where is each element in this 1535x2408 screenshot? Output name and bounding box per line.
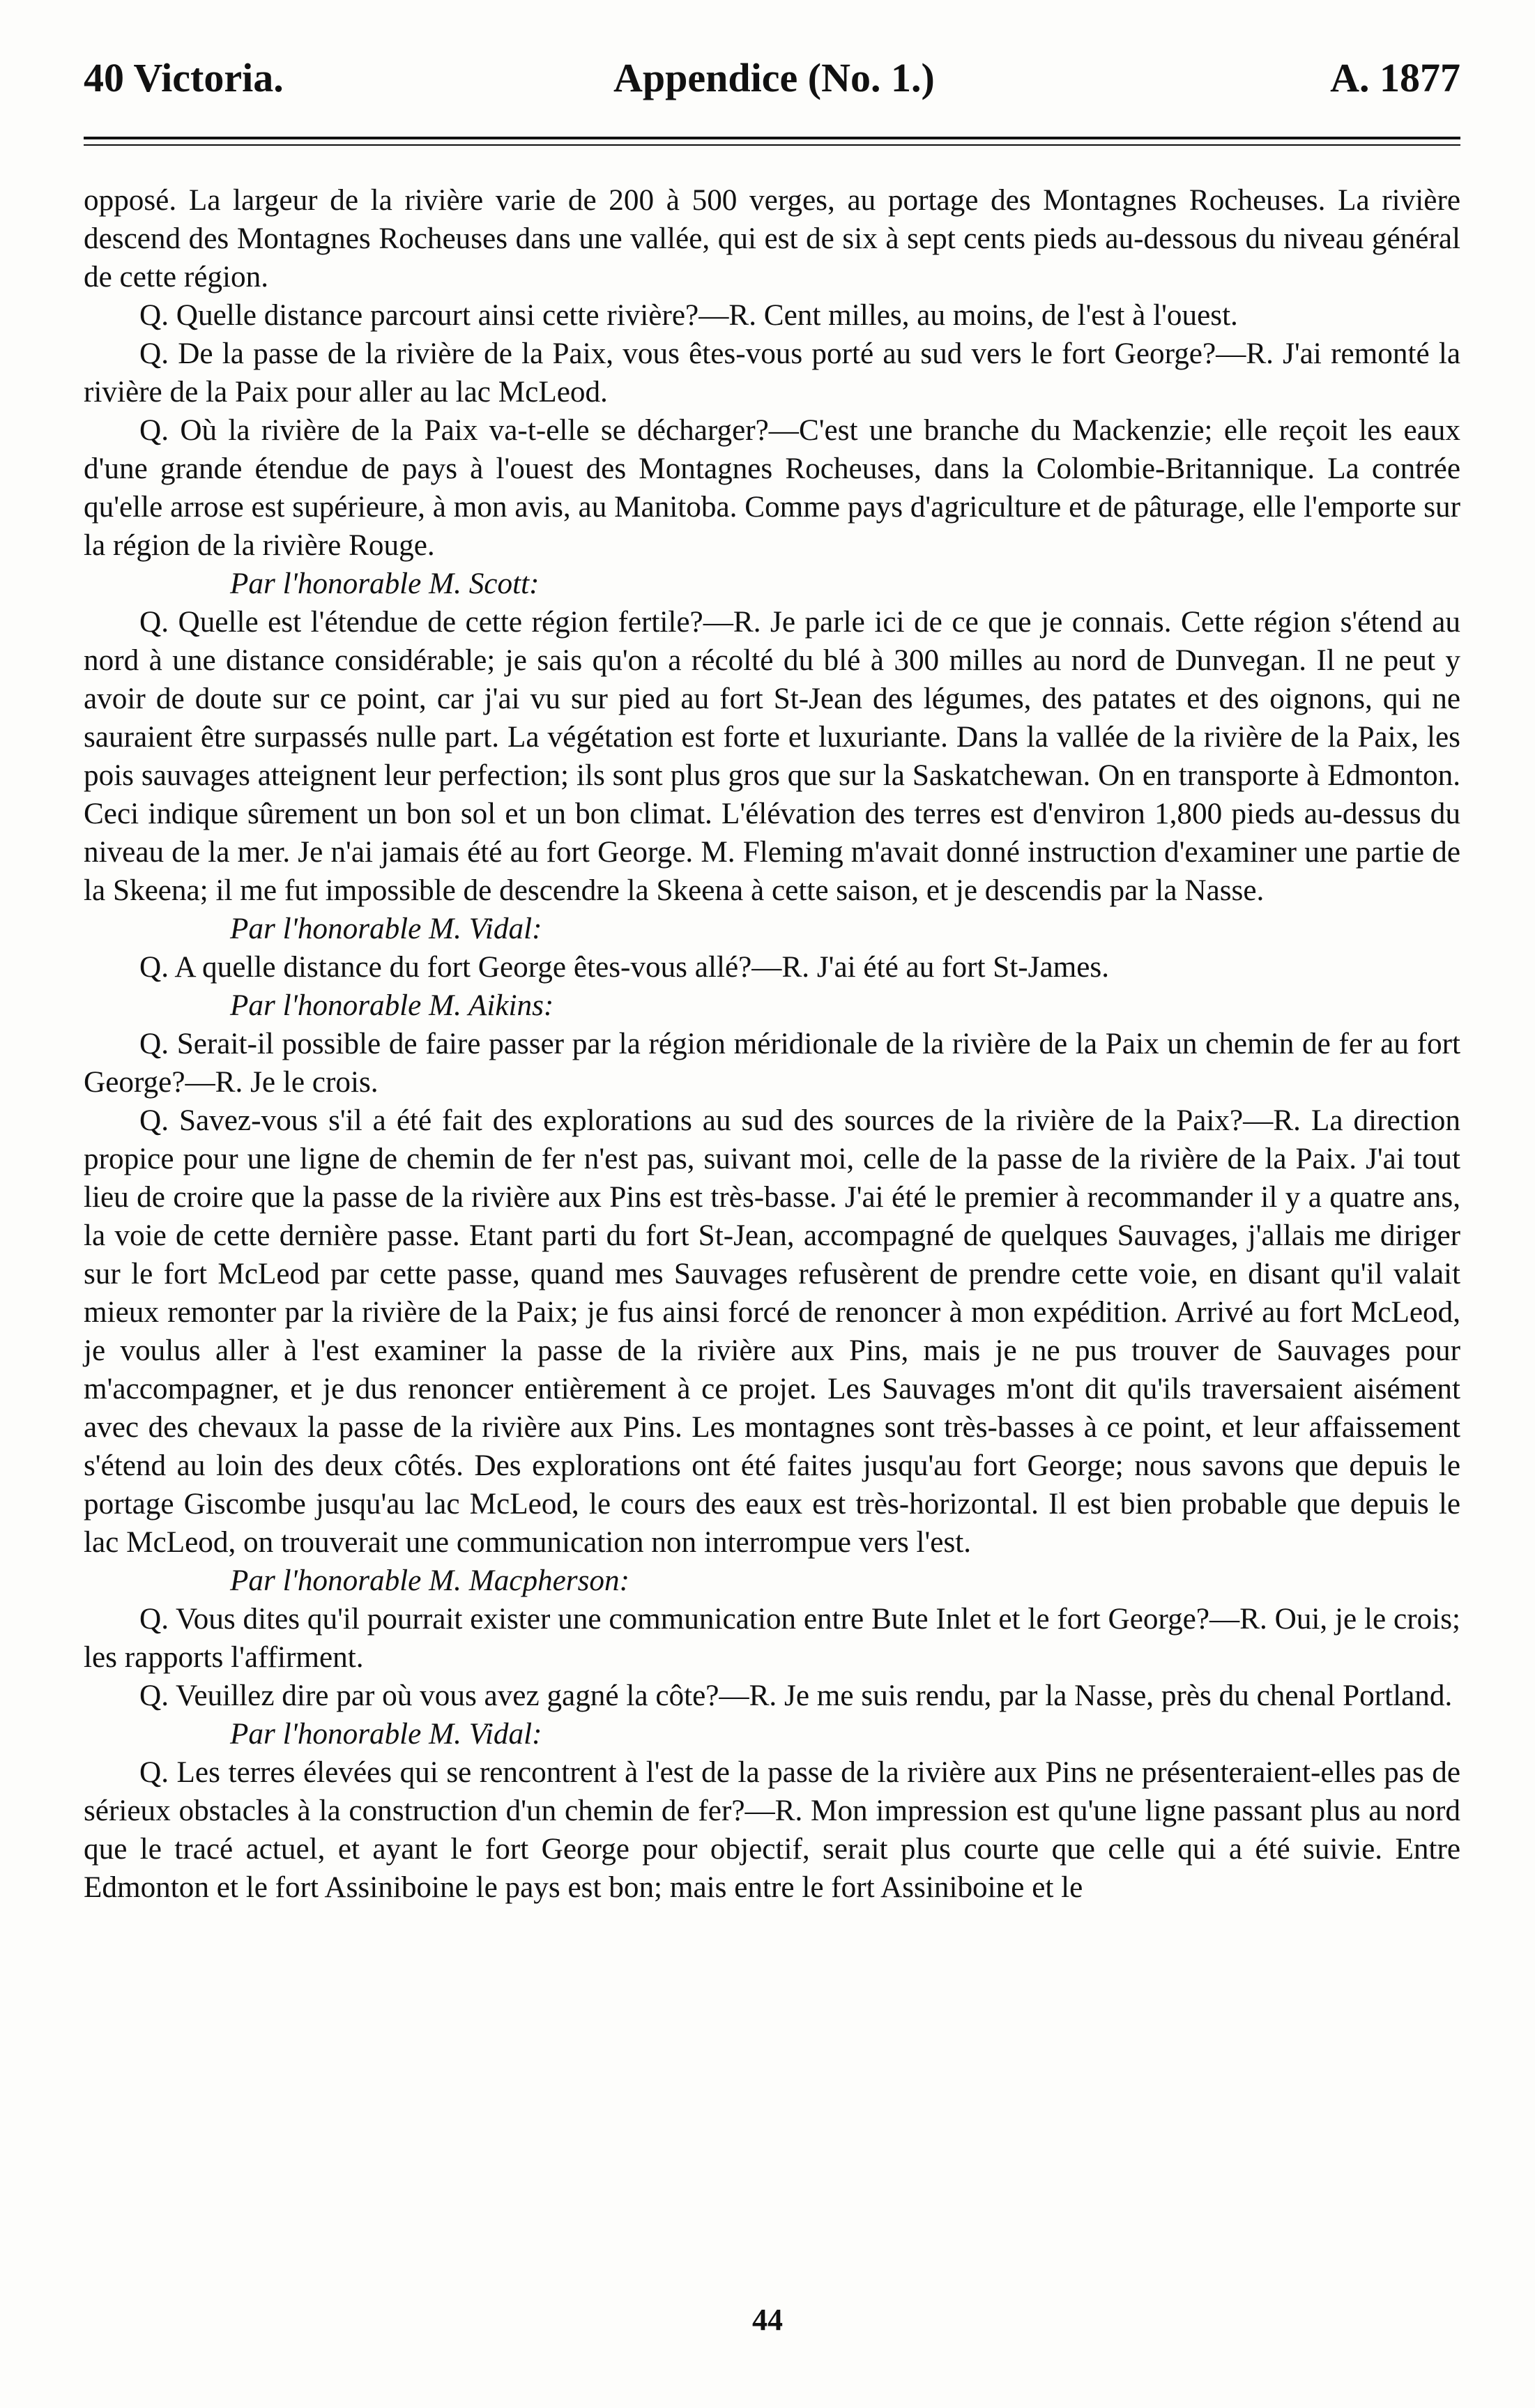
page-header: [84, 54, 1460, 110]
speaker-heading: Par l'honorable M. Aikins:: [230, 989, 554, 1022]
speaker-heading: Par l'honorable M. Scott:: [230, 567, 540, 600]
body-text: [84, 181, 1460, 1907]
body-paragraph: Q. Quelle est l'étendue de cette région fertile?—R. Je parle ici de ce que je connais. Cette région s'étend au nord à une distance considérable; je sais qu'on a récolté du blé à 300 milles au nord de Dunvegan. Il ne peut y avoir de doute sur ce point, car j'ai vu sur pied au fort St-Jean des légumes, des patates et des oignons, qui ne sauraient être surpassés nulle part. La végétation est forte et luxuriante. Dans la vallée de la rivière de la Paix, les pois sauvages atteignent leur perfection; ils sont plus gros que sur la Saskatchewan. On en transporte à Edmonton. Ceci indique sûrement un bon sol et un bon climat. L'élévation des terres est d'environ 1,800 pieds au-dessus du niveau de la mer. Je n'ai jamais été au fort George. M. Fleming m'avait donné instruction d'examiner une partie de la Skeena; il me fut impossible de descendre la Skeena à cette saison, et je descendis par la Nasse.: [84, 606, 1460, 907]
speaker-heading: Par l'honorable M. Macpherson:: [230, 1564, 629, 1597]
body-paragraph: Q. Serait-il possible de faire passer par la région méridionale de la rivière de la Paix un chemin de fer au fort George?—R. Je le crois.: [84, 1028, 1460, 1099]
body-paragraph: Q. A quelle distance du fort George êtes-vous allé?—R. J'ai été au fort St-James.: [139, 951, 1110, 984]
header-volume: 40 Victoria.: [84, 55, 284, 100]
header-rule-thin: [84, 144, 1460, 146]
body-paragraph: Q. Veuillez dire par où vous avez gagné la côte?—R. Je me suis rendu, par la Nasse, près du chenal Portland.: [139, 1679, 1453, 1712]
body-paragraph: opposé. La largeur de la rivière varie de 200 à 500 verges, au portage des Montagnes Rocheuses. La rivière descend des Montagnes Rocheuses dans une vallée, qui est de six à sept cents pieds au-dessous du niveau général de cette région.: [84, 184, 1460, 294]
header-rule-thick: [84, 137, 1460, 139]
page-number: 44: [752, 2303, 783, 2337]
body-paragraph: Q. Les terres élevées qui se rencontrent à l'est de la passe de la rivière aux Pins ne présenteraient-elles pas de sérieux obstacles à la construction d'un chemin de fer?—R. Mon impression est qu'une ligne passant plus au nord que le tracé actuel, et ayant le fort George pour objectif, serait plus courte que celle qui a été suivie. Entre Edmonton et le fort Assiniboine le pays est bon; mais entre le fort Assiniboine et le: [84, 1756, 1460, 1904]
speaker-heading: Par l'honorable M. Vidal:: [230, 1718, 542, 1751]
header-appendix: Appendice (No. 1.): [613, 55, 935, 100]
body-paragraph: Q. De la passe de la rivière de la Paix, vous êtes-vous porté au sud vers le fort George?—R. J'ai remonté la rivière de la Paix pour aller au lac McLeod.: [84, 337, 1460, 409]
body-paragraph: Q. Vous dites qu'il pourrait exister une communication entre Bute Inlet et le fort George?—R. Oui, je le crois; les rapports l'affirment.: [84, 1603, 1460, 1674]
body-paragraph: Q. Savez-vous s'il a été fait des explorations au sud des sources de la rivière de la Paix?—R. La direction propice pour une ligne de chemin de fer n'est pas, suivant moi, celle de la passe de la rivière de la Paix. J'ai tout lieu de croire que la passe de la rivière aux Pins est très-basse. J'ai été le premier à recommander il y a quatre ans, la voie de cette dernière passe. Etant parti du fort St-Jean, accompagné de quelques Sauvages, j'allais me diriger sur le fort McLeod par cette passe, quand mes Sauvages refusèrent de prendre cette voie, en disant qu'il valait mieux remonter par la rivière de la Paix; je fus ainsi forcé de renoncer à mon expédition. Arrivé au fort McLeod, je voulus aller à l'est examiner la passe de la rivière aux Pins, mais je ne pus trouver de Sauvages pour m'accompagner, et je dus renoncer entièrement à ce projet. Les Sauvages m'ont dit qu'ils traversaient aisément avec des chevaux la passe de la rivière aux Pins. Les montagnes sont très-basses à ce point, et leur affaissement s'étend au loin des deux côtés. Des explorations ont été faites jusqu'au fort George; nous savons que depuis le portage Giscombe jusqu'au lac McLeod, le cours des eaux est très-horizontal. Il est bien probable que depuis le lac McLeod, on trouverait une communication non interrompue vers l'est.: [84, 1104, 1460, 1559]
body-paragraph: Q. Quelle distance parcourt ainsi cette rivière?—R. Cent milles, au moins, de l'est à l'ouest.: [139, 299, 1238, 332]
header-year: A. 1877: [1330, 55, 1460, 100]
speaker-heading: Par l'honorable M. Vidal:: [230, 913, 542, 945]
body-paragraph: Q. Où la rivière de la Paix va-t-elle se décharger?—C'est une branche du Mackenzie; elle reçoit les eaux d'une grande étendue de pays à l'ouest des Montagnes Rocheuses, dans la Colombie-Britannique. La contrée qu'elle arrose est supérieure, à mon avis, au Manitoba. Comme pays d'agriculture et de pâturage, elle l'emporte sur la région de la rivière Rouge.: [84, 414, 1460, 562]
